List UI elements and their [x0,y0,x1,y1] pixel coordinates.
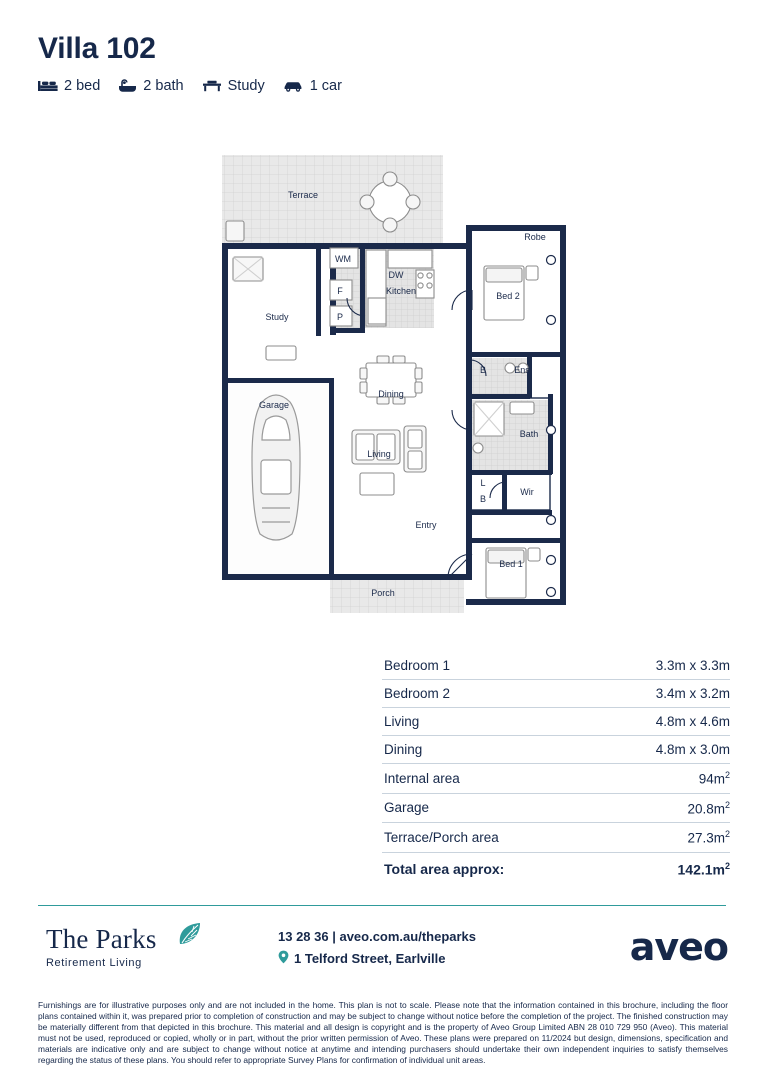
label-bath: Bath [519,429,539,439]
label-kitchen: Kitchen [385,286,417,296]
label-ens: Ens [514,365,530,375]
car-illustration [252,395,300,540]
table-row [382,708,730,736]
floor-plan [0,130,764,640]
area-label: Internal area [384,770,460,786]
spec-list [38,78,342,94]
theparks-name: The Parks [46,924,157,954]
table-row [382,823,730,853]
room-label: Bedroom 2 [384,686,451,701]
room-value: 4.8m x 3.0m [655,742,730,757]
theparks-tagline: Retirement Living [46,957,142,969]
spec-bed [38,78,100,94]
aveo-logo: aveo [629,925,728,969]
room-label: Dining [384,742,423,757]
area-label: Garage [384,800,430,816]
label-f: F [337,286,343,296]
contact-block [278,929,476,967]
study-furniture [233,257,263,281]
room-value: 4.8m x 4.6m [655,714,730,729]
total-row [382,853,730,884]
footer [0,915,764,995]
spec-study-label: Study [227,78,265,94]
area-value: $20.8m^2$ [687,799,730,816]
label-entry: Entry [415,520,437,530]
label-bed1: Bed 1 [499,559,523,569]
floor-plan-svg [0,130,764,640]
room-value: 3.4m x 3.2m [655,686,730,701]
label-garage: Garage [258,400,290,410]
room-value: 3.3m x 3.3m [655,658,730,673]
contact-address-text: 1 Telford Street, Earlville [294,951,446,966]
location-pin-icon [278,950,289,967]
area-value: $94m^2$ [698,770,730,787]
total-value: $142.1m^2$ [677,860,730,878]
area-value: $27.3m^2$ [687,829,730,846]
label-p: P [336,312,344,322]
spec-study [202,78,265,94]
table-row [382,652,730,680]
label-robe: Robe [524,232,546,242]
desk-icon [202,79,222,93]
contact-phone-web[interactable]: 13 28 36 | aveo.com.au/theparks [278,929,477,944]
label-b-laundry: B [479,494,487,504]
table-row [382,764,730,794]
spec-bed-label: 2 bed [64,78,101,94]
spec-bath-label: 2 bath [143,78,184,94]
contact-address [278,950,476,967]
label-dining: Dining [378,389,404,399]
disclaimer-text: Furnishings are for illustrative purposes only and are not included in the home. This plan is not to scale. Please note that the information contained in this brochure, including the floor plans contained within it, was prepared prior to completion of construction and may be subject to change without notice before the completion of the project. The finished construction may be materially different from that depicted in this brochure. This material and all design is copyright and is the property of Aveo Group Limited ABN 28 010 729 950 (Aveo). This material must not be used, reproduced or copied, wholly or in part, without the prior written permission of Aveo. These plans were prepared on 11/2024 but design, dimensions, specification and materials are indicative only and are subject to change without notice at anytime and intending purchasers should undertake their own independent inquiries to satisfy themselves regarding the status of these plans. You should refer to appropriate Survey Plans for confirmation of individual unit areas. [38,1000,728,1066]
theparks-logo [46,924,157,969]
label-wm: WM [335,254,351,264]
label-study: Study [265,312,289,322]
room-label: Living [384,714,420,729]
spec-car [283,78,342,94]
bath-icon [118,79,137,93]
label-terrace: Terrace [287,190,319,200]
label-l: L [480,478,486,488]
label-dw: DW [388,270,404,280]
label-wir: Wir [520,487,534,497]
area-label: Terrace/Porch area [384,829,499,845]
label-b-ens: B [479,365,487,375]
total-label: Total area approx: [384,860,505,877]
table-row [382,680,730,708]
label-bed2: Bed 2 [496,291,520,301]
leaf-icon [174,920,204,955]
bed-icon [38,79,58,93]
room-label: Bedroom 1 [384,658,451,673]
label-porch: Porch [371,588,395,598]
page-title: Villa 102 [38,32,156,65]
table-row [382,736,730,764]
spec-car-label: 1 car [309,78,342,94]
spec-bath [118,78,183,94]
label-living: Living [367,449,391,459]
car-icon [283,79,304,93]
footer-divider [38,905,726,906]
area-schedule [382,652,730,883]
table-row [382,794,730,824]
